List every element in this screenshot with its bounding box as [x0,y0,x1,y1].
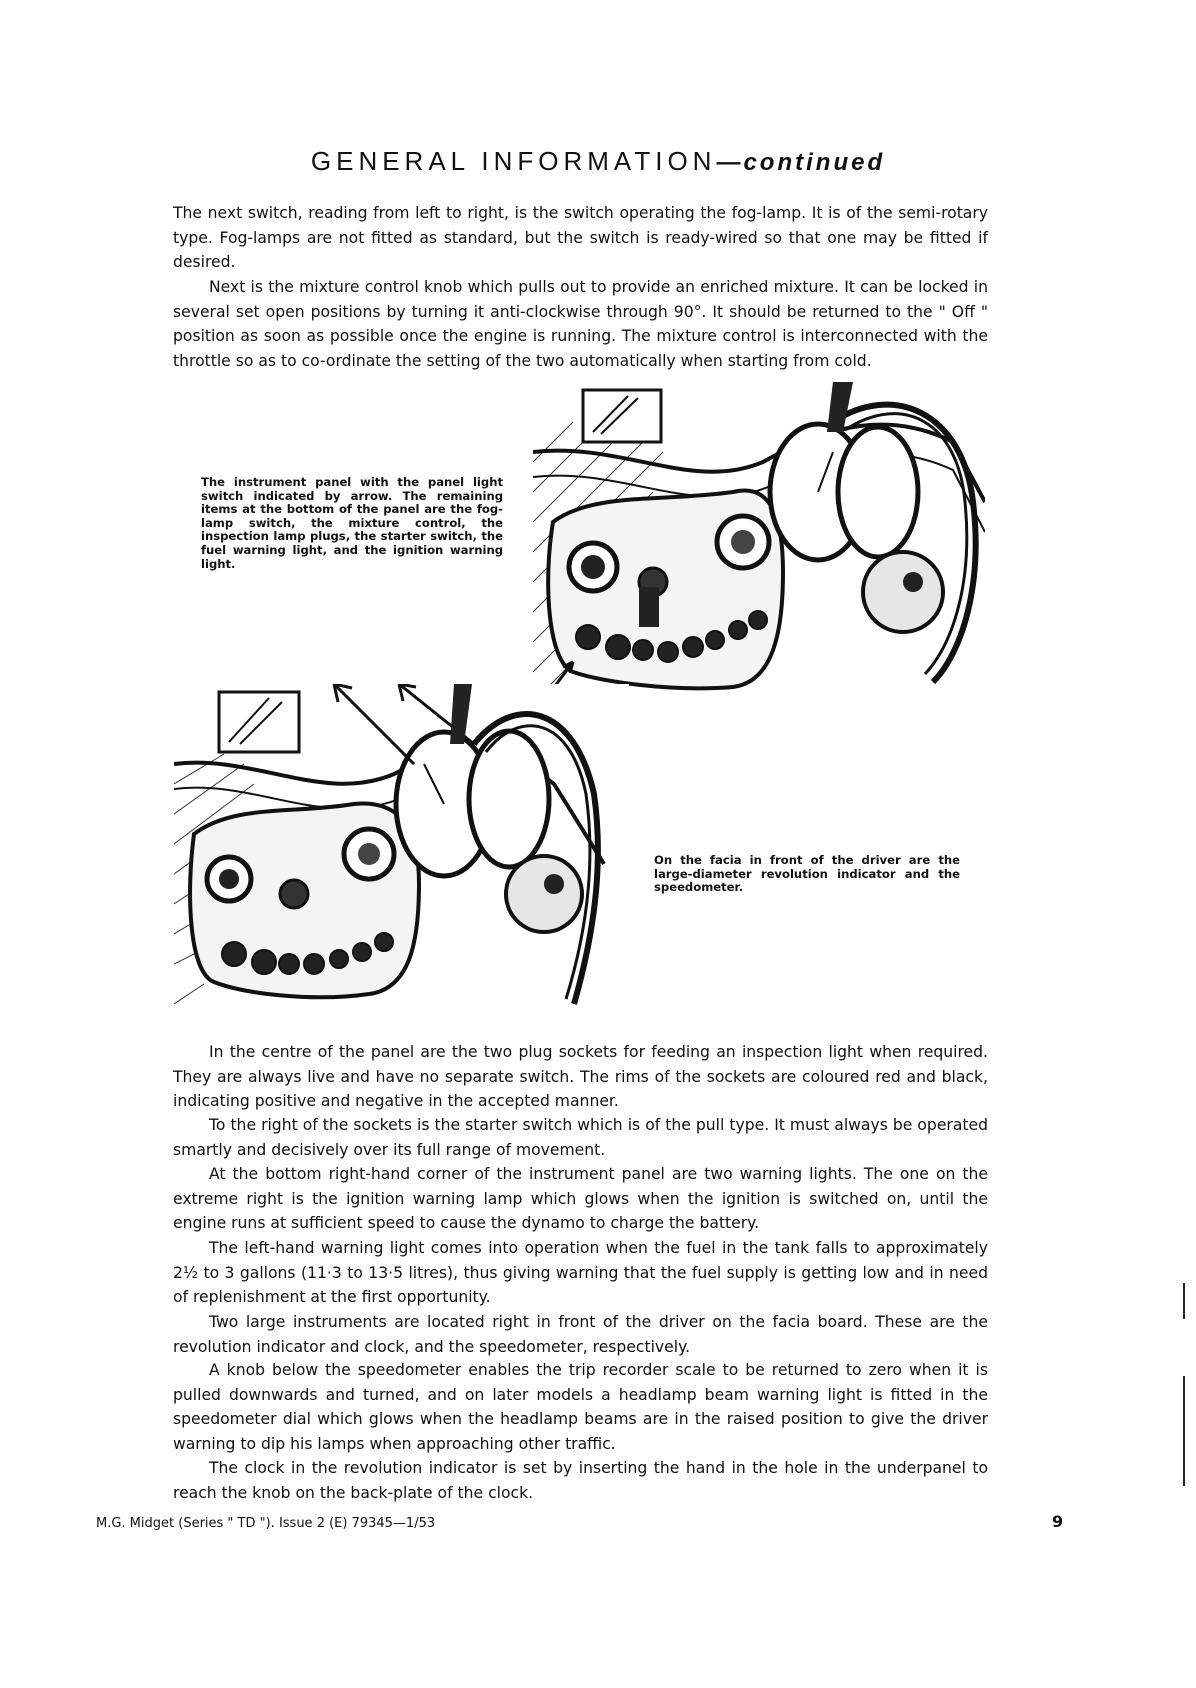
facia-instruments-illustration [174,684,629,1026]
caption-facia: On the facia in front of the driver are the large-diameter revolution indicator and the speedometer. [654,853,960,895]
paragraph-clock: The clock in the revolution indicator is set by inserting the hand in the hole in the underpanel to reach the knob on the back-plate of the clock. [173,1459,988,1502]
margin-mark [1183,1376,1185,1486]
caption-instrument-panel: The instrument panel with the panel light switch indicated by arrow. The remaining items at the bottom of the panel are the fog-lamp switch, the mixture control, the inspection lamp plugs, the starter switch, the fuel warning light, and the ignition warning light. [201,475,503,571]
title-suffix: —continued [716,149,886,176]
paragraph-warning-lights: At the bottom right-hand corner of the instrument panel are two warning lights. The one on the extreme right is the ignition warning lamp which glows when the ignition is switched on, until the engine runs at sufficient speed to cause the dynamo to charge the battery. [173,1165,988,1232]
paragraph-plug-sockets: In the centre of the panel are the two plug sockets for feeding an inspection light when required. They are always live and have no separate switch. The rims of the sockets are coloured red and black, indicating positive and negative in the accepted manner. [173,1043,988,1110]
footer-publication: M.G. Midget (Series " TD "). Issue 2 (E) 79345—1/53 [96,1516,436,1531]
margin-mark [1183,1283,1185,1319]
facia-instruments-drawing [174,684,629,1026]
paragraph-starter-switch: To the right of the sockets is the starter switch which is of the pull type. It must always be operated smartly and decisively over its full range of movement. [173,1116,988,1159]
paragraph-mixture-control: Next is the mixture control knob which pulls out to provide an enriched mixture. It can be locked in several set open positions by turning it anti-clockwise through 90°. It should be returned to the " Off " position as soon as possible once the engine is running. The mixture control is interconnected with the throttle so as to co-ordinate the setting of the two automatically when starting from cold. [173,278,988,370]
title-main: GENERAL INFORMATION [310,146,717,176]
instrument-panel-illustration [533,382,985,722]
page-title [0,146,1196,177]
paragraph-fog-lamp: The next switch, reading from left to right, is the switch operating the fog-lamp. It is of the semi-rotary type. Fog-lamps are not fitted as standard, but the switch is ready-wired so that one may be fitted if desired. [173,204,988,271]
page-number: 9 [1052,1512,1064,1531]
paragraph-large-instruments: Two large instruments are located right in front of the driver on the facia board. These are the revolution indicator and clock, and the speedometer, respectively. [173,1313,988,1356]
paragraph-trip-recorder: A knob below the speedometer enables the trip recorder scale to be returned to zero when it is pulled downwards and turned, and on later models a headlamp beam warning light is fitted in the speedometer dial which glows when the headlamp beams are in the raised position to give the driver warning to dip his lamps when approaching other traffic. [173,1361,988,1453]
instrument-panel-drawing [533,382,985,722]
paragraph-fuel-warning: The left-hand warning light comes into operation when the fuel in the tank falls to approximately 2½ to 3 gallons (11·3 to 13·5 litres), thus giving warning that the fuel supply is getting low and in need of replenishment at the first opportunity. [173,1239,988,1306]
